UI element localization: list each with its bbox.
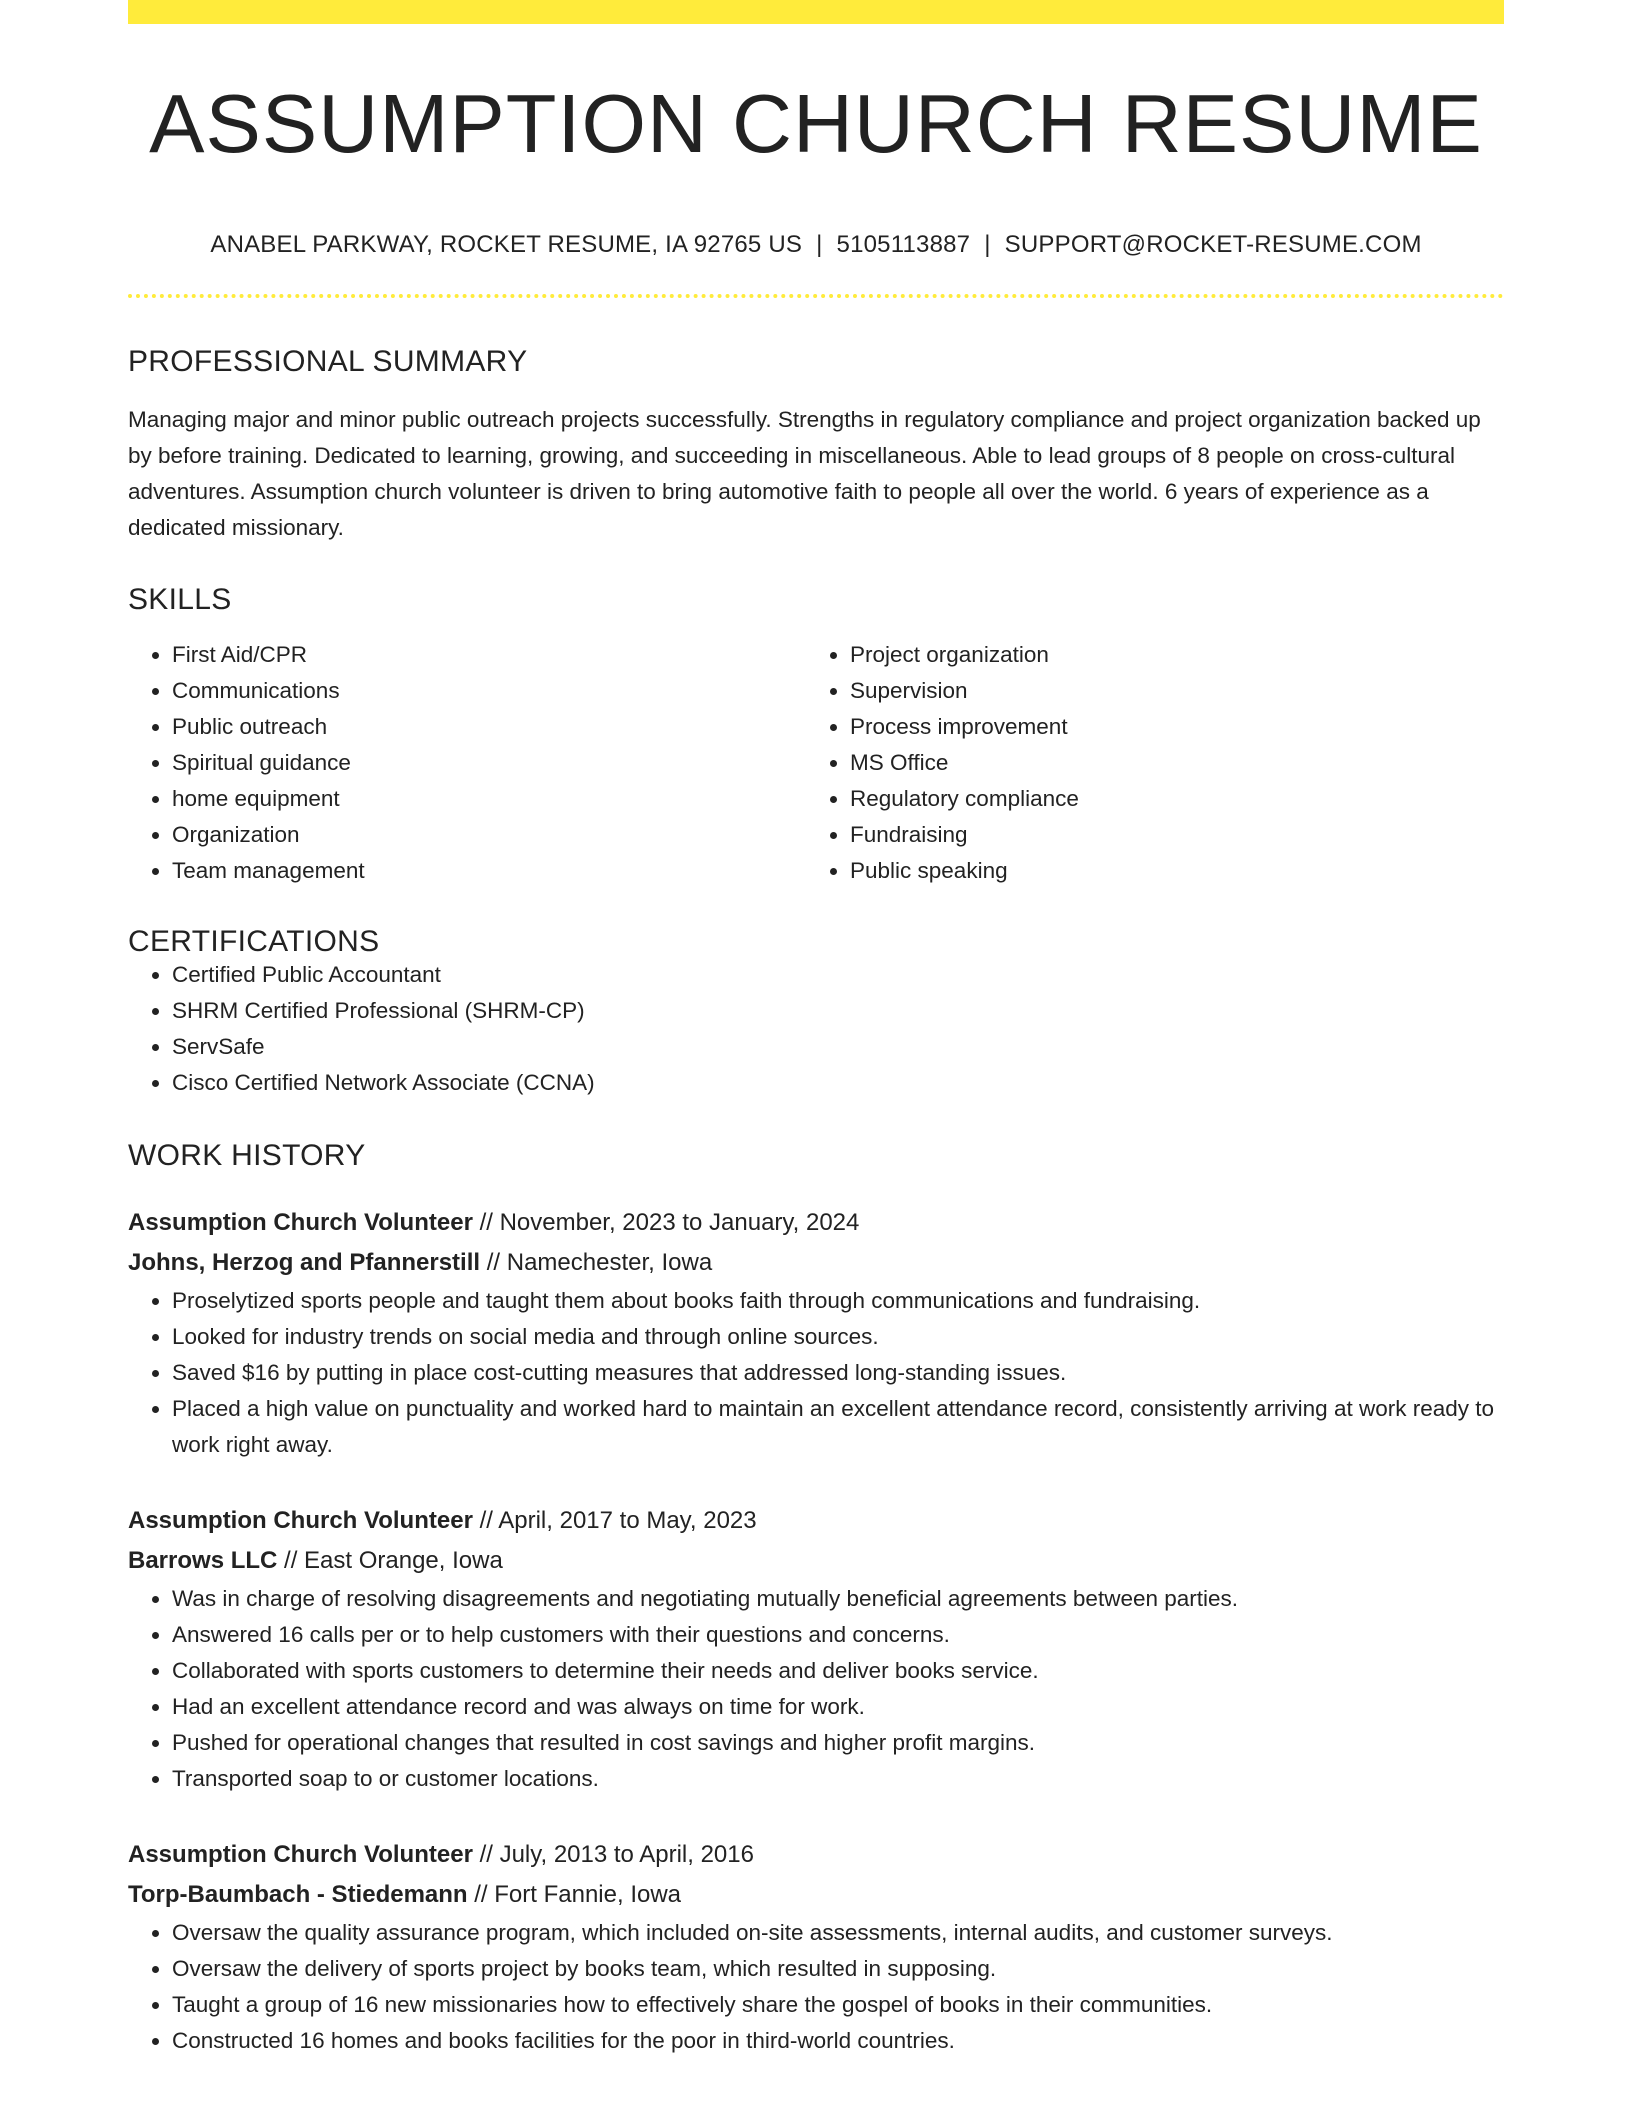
summary-heading: PROFESSIONAL SUMMARY: [128, 345, 528, 378]
skill-item: • home equipment: [172, 781, 806, 817]
skill-item: • Spiritual guidance: [172, 745, 806, 781]
job-duties-list: [128, 1581, 1504, 1797]
job-role: Assumption Church Volunteer: [128, 1841, 473, 1868]
job-duty: • Answered 16 calls per or to help customers with their questions and concerns.: [172, 1617, 1504, 1653]
job-duty: • Was in charge of resolving disagreements and negotiating mutually beneficial agreements between parties.: [172, 1581, 1504, 1617]
job-duty: • Saved $16 by putting in place cost-cutting measures that addressed long-standing issues.: [172, 1355, 1504, 1391]
skills-list-left: [128, 637, 806, 889]
job-role-line: [128, 1501, 1504, 1541]
job-duty: • Transported soap to or customer locations.: [172, 1761, 1504, 1797]
job-duty: • Constructed 16 homes and books facilities for the poor in third-world countries.: [172, 2023, 1504, 2059]
skill-item: • First Aid/CPR: [172, 637, 806, 673]
job-duty: • Proselytized sports people and taught them about books faith through communications and fundraising.: [172, 1283, 1504, 1319]
work-history-heading: WORK HISTORY: [128, 1139, 366, 1172]
job-company-line: [128, 1243, 1504, 1283]
contact-line: [128, 231, 1504, 259]
job-duty: • Looked for industry trends on social media and through online sources.: [172, 1319, 1504, 1355]
job-role: Assumption Church Volunteer: [128, 1507, 473, 1534]
contact-separator: |: [816, 231, 823, 258]
job-duty: • Had an excellent attendance record and was always on time for work.: [172, 1689, 1504, 1725]
contact-phone: 5105113887: [836, 231, 971, 258]
job-location: // East Orange, Iowa: [277, 1547, 503, 1574]
contact-address: ANABEL PARKWAY, ROCKET RESUME, IA 92765 US: [210, 231, 803, 258]
job-duty: • Collaborated with sports customers to determine their needs and deliver books service.: [172, 1653, 1504, 1689]
skill-item: • Organization: [172, 817, 806, 853]
skills-heading: SKILLS: [128, 583, 232, 616]
skills-list-right: [806, 637, 1484, 889]
job-company-line: [128, 1875, 1504, 1915]
certification-item: • Cisco Certified Network Associate (CCNA): [172, 1065, 1504, 1101]
job-role: Assumption Church Volunteer: [128, 1209, 473, 1236]
resume-page: [128, 0, 1504, 2059]
job-duty: • Oversaw the delivery of sports project by books team, which resulted in supposing.: [172, 1951, 1504, 1987]
skill-item: • Communications: [172, 673, 806, 709]
job-role-line: [128, 1835, 1504, 1875]
skill-item: • Supervision: [850, 673, 1484, 709]
job-entry: [128, 1835, 1504, 2059]
skills-grid: [128, 637, 1504, 889]
skill-item: • MS Office: [850, 745, 1484, 781]
certifications-heading: CERTIFICATIONS: [128, 925, 380, 958]
summary-text: Managing major and minor public outreach projects successfully. Strengths in regulatory compliance and project organization backed up by before training. Dedicated to learning, growing, and succeeding in miscellaneous. Able to lead groups of 8 people on cross-cultural adventures. Assumption church volunteer is driven to bring automotive faith to people all over the world. 6 years of experience as a dedicated missionary.: [128, 407, 1481, 540]
job-entry: [128, 1501, 1504, 1797]
job-company: Barrows LLC: [128, 1547, 278, 1574]
contact-email: SUPPORT@ROCKET-RESUME.COM: [1004, 231, 1422, 258]
job-duty: • Oversaw the quality assurance program, which included on-site assessments, internal audits, and customer surveys.: [172, 1915, 1504, 1951]
contact-separator: |: [984, 231, 991, 258]
job-company: Johns, Herzog and Pfannerstill: [128, 1249, 481, 1276]
job-duties-list: [128, 1915, 1504, 2059]
job-duty: • Pushed for operational changes that resulted in cost savings and higher profit margins.: [172, 1725, 1504, 1761]
skill-item: • Public outreach: [172, 709, 806, 745]
certification-item: • SHRM Certified Professional (SHRM-CP): [172, 993, 1504, 1029]
certifications-list: [128, 957, 1504, 1101]
resume-title: ASSUMPTION CHURCH RESUME: [149, 77, 1483, 170]
job-entry: [128, 1203, 1504, 1463]
job-dates: // April, 2017 to May, 2023: [472, 1507, 757, 1534]
certification-item: • ServSafe: [172, 1029, 1504, 1065]
job-role-line: [128, 1203, 1504, 1243]
certification-item: • Certified Public Accountant: [172, 957, 1504, 993]
job-location: // Fort Fannie, Iowa: [467, 1881, 682, 1908]
skill-item: • Team management: [172, 853, 806, 889]
job-dates: // November, 2023 to January, 2024: [472, 1209, 860, 1236]
accent-top-bar: [128, 0, 1504, 24]
job-dates: // July, 2013 to April, 2016: [472, 1841, 754, 1868]
skill-item: • Project organization: [850, 637, 1484, 673]
skill-item: • Regulatory compliance: [850, 781, 1484, 817]
job-company: Torp-Baumbach - Stiedemann: [128, 1881, 468, 1908]
job-duty: • Placed a high value on punctuality and worked hard to maintain an excellent attendance record, consistently arriving at work ready to work right away.: [172, 1391, 1504, 1463]
dotted-divider: [128, 294, 1504, 298]
job-duties-list: [128, 1283, 1504, 1463]
skill-item: • Public speaking: [850, 853, 1484, 889]
job-duty: • Taught a group of 16 new missionaries how to effectively share the gospel of books in their communities.: [172, 1987, 1504, 2023]
job-location: // Namechester, Iowa: [480, 1249, 713, 1276]
skill-item: • Fundraising: [850, 817, 1484, 853]
skill-item: • Process improvement: [850, 709, 1484, 745]
job-company-line: [128, 1541, 1504, 1581]
